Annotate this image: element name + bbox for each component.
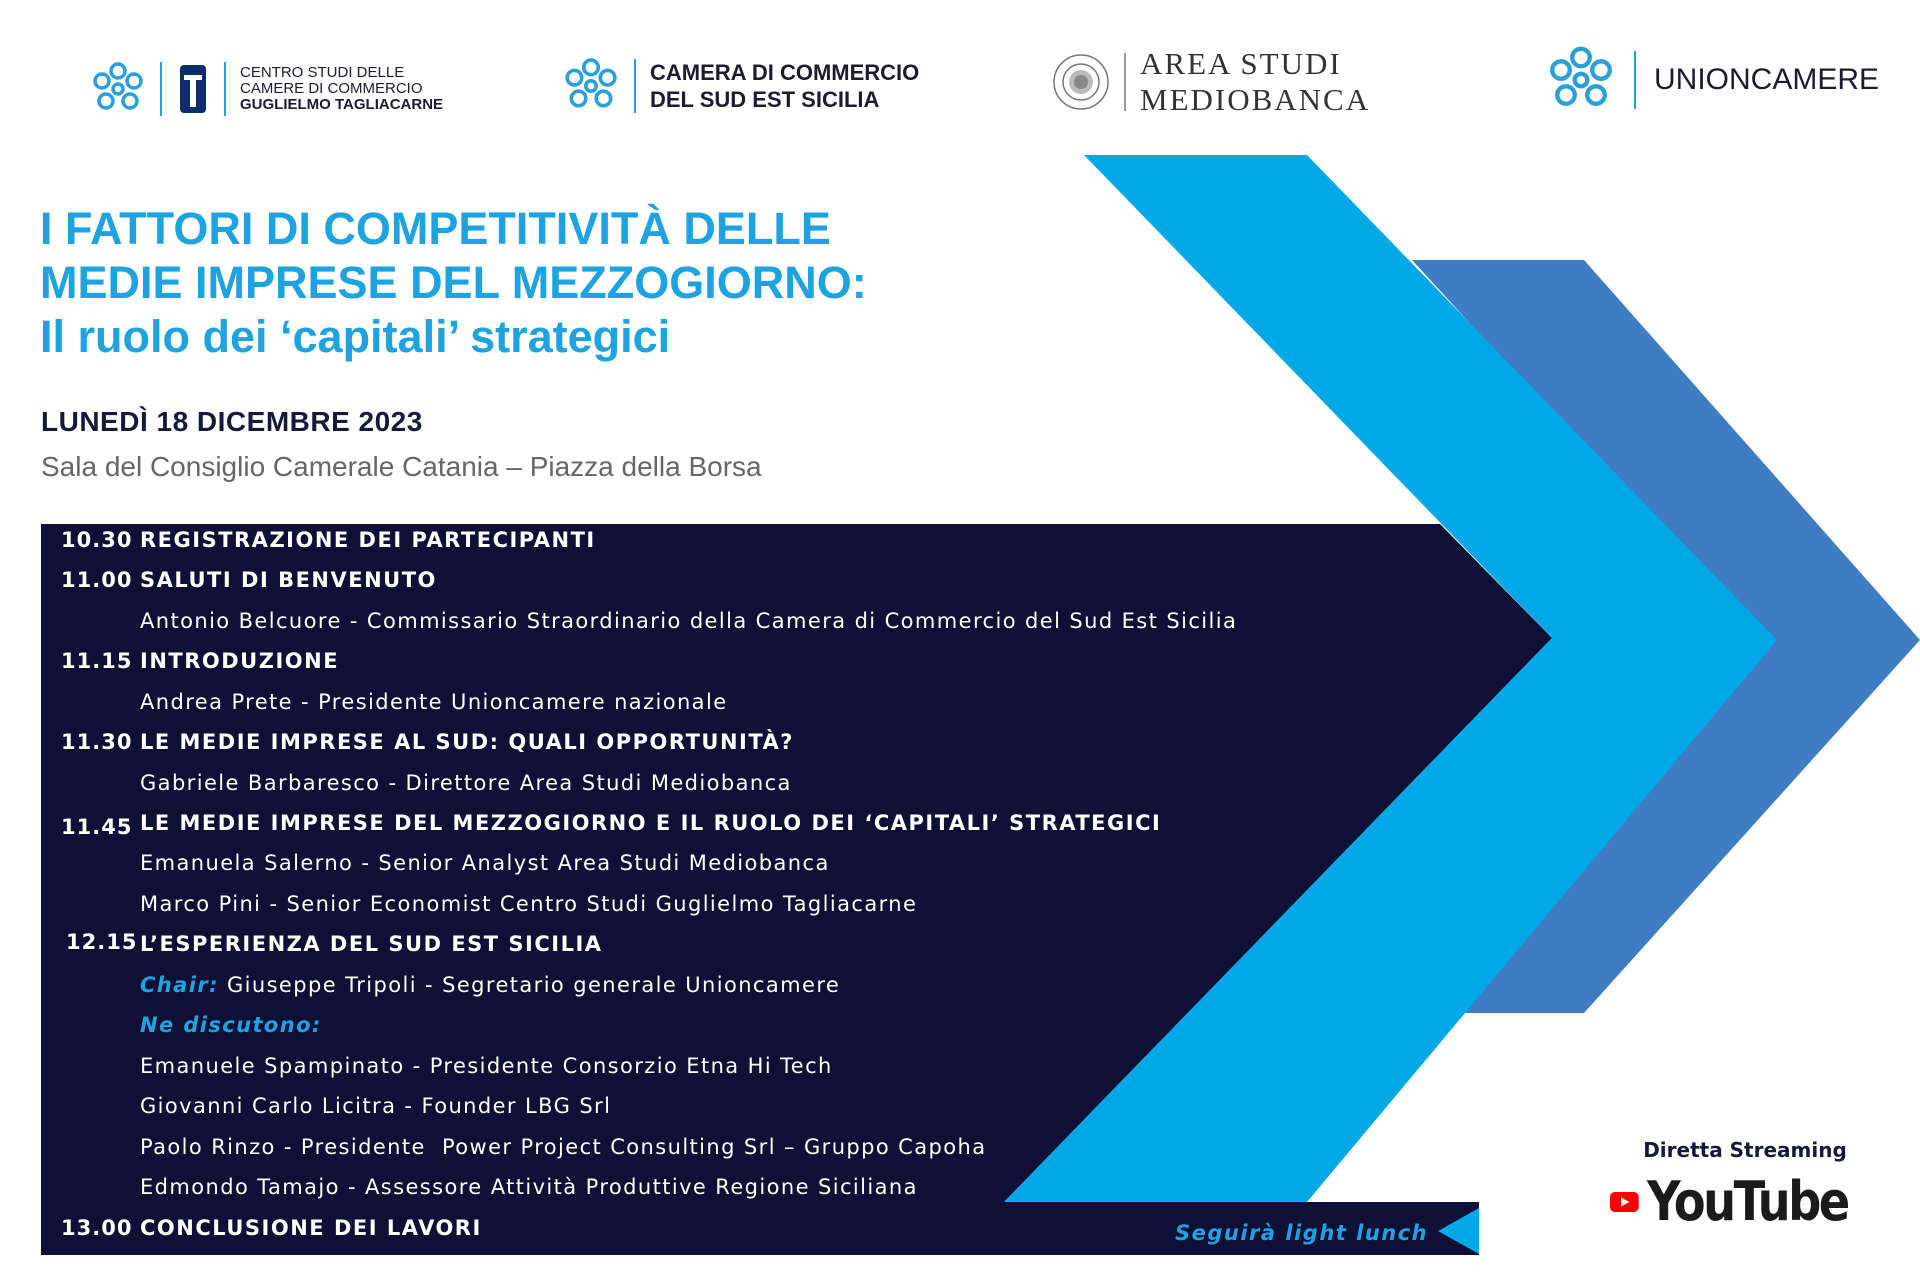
agenda-label: L’ESPERIENZA DEL SUD EST SICILIA bbox=[140, 932, 603, 956]
streaming-label: Diretta Streaming bbox=[1643, 1138, 1847, 1162]
logo-camera-line2: DEL SUD EST SICILIA bbox=[650, 87, 880, 112]
speaker-text: Antonio Belcuore - Commissario Straordinario della Camera di Commercio del Sud Est Sicilia bbox=[140, 609, 1238, 633]
logo-tagliacarne bbox=[90, 55, 443, 123]
youtube-play-icon bbox=[1610, 1174, 1639, 1230]
event-date: LUNEDÌ 18 DICEMBRE 2023 bbox=[41, 406, 423, 437]
speaker-text: Andrea Prete - Presidente Unioncamere nazionale bbox=[140, 690, 728, 714]
speaker-text: Paolo Rinzo - Presidente Power Project Consulting Srl – Gruppo Capoha bbox=[140, 1135, 987, 1159]
speaker-text: Emanuela Salerno - Senior Analyst Area Studi Mediobanca bbox=[140, 851, 830, 875]
agenda-label: LE MEDIE IMPRESE DEL MEZZOGIORNO E IL RUOLO DEI ‘CAPITALI’ STRATEGICI bbox=[140, 811, 1162, 835]
chair-line bbox=[140, 973, 840, 997]
logo-camera-line1: CAMERA DI COMMERCIO bbox=[650, 60, 920, 85]
youtube-wordmark: YouTube bbox=[1646, 1170, 1848, 1233]
logo-camera-commercio bbox=[562, 57, 919, 115]
title-line-1: I FATTORI DI COMPETITIVITÀ DELLE bbox=[40, 203, 831, 254]
agenda-label: CONCLUSIONE DEI LAVORI bbox=[140, 1216, 482, 1240]
logo-mediobanca bbox=[1052, 46, 1370, 118]
speaker-text: Emanuele Spampinato - Presidente Consorzio Etna Hi Tech bbox=[140, 1054, 833, 1078]
speaker-text: Gabriele Barbaresco - Direttore Area Studi Mediobanca bbox=[140, 771, 792, 795]
logo-tagliacarne-line3: GUGLIELMO TAGLIACARNE bbox=[240, 96, 444, 113]
logo-mediobanca-line1: AREA STUDI bbox=[1140, 46, 1342, 81]
logo-unioncamere bbox=[1546, 45, 1879, 115]
logo-tagliacarne-line1: CENTRO STUDI DELLE bbox=[240, 64, 405, 81]
logo-mediobanca-line2: MEDIOBANCA bbox=[1140, 82, 1371, 117]
event-venue: Sala del Consiglio Camerale Catania – Piazza della Borsa bbox=[41, 451, 762, 482]
mediobanca-seal-icon bbox=[1052, 53, 1110, 111]
tagliacarne-t-icon bbox=[176, 55, 210, 123]
speaker-text: Giovanni Carlo Licitra - Founder LBG Srl bbox=[140, 1094, 612, 1118]
agenda-time: 11.30 bbox=[61, 730, 133, 754]
agenda-label: REGISTRAZIONE DEI PARTECIPANTI bbox=[140, 528, 596, 552]
agenda-time: 11.00 bbox=[61, 568, 133, 592]
agenda-label: SALUTI DI BENVENUTO bbox=[140, 568, 437, 592]
unioncamere-flower-icon bbox=[90, 61, 146, 117]
agenda-time: 11.15 bbox=[61, 649, 133, 673]
discussants-label: Ne discutono: bbox=[140, 1013, 322, 1037]
agenda-label: INTRODUZIONE bbox=[140, 649, 340, 673]
logo-tagliacarne-line2: CAMERE DI COMMERCIO bbox=[240, 80, 423, 97]
light-lunch-note: Seguirà light lunch bbox=[1175, 1221, 1429, 1245]
speaker-text: Edmondo Tamajo - Assessore Attività Produttive Regione Siciliana bbox=[140, 1175, 918, 1199]
streaming-block[interactable] bbox=[1610, 1138, 1880, 1233]
unioncamere-flower-icon bbox=[562, 57, 620, 115]
unioncamere-flower-icon bbox=[1546, 45, 1616, 115]
speaker-text: Giuseppe Tripoli - Segretario generale Unioncamere bbox=[226, 973, 841, 997]
agenda-label: LE MEDIE IMPRESE AL SUD: QUALI OPPORTUNITÀ? bbox=[140, 730, 794, 754]
chair-label: Chair: bbox=[140, 973, 219, 997]
youtube-logo[interactable] bbox=[1610, 1170, 1880, 1233]
agenda-time: 13.00 bbox=[61, 1216, 133, 1240]
speaker-text: Marco Pini - Senior Economist Centro Studi Guglielmo Tagliacarne bbox=[140, 892, 918, 916]
title-line-2: MEDIE IMPRESE DEL MEZZOGIORNO: bbox=[40, 257, 867, 308]
agenda-time: 12.15 bbox=[66, 930, 138, 954]
agenda-time: 11.45 bbox=[61, 815, 133, 839]
title-line-3: Il ruolo dei ‘capitali’ strategici bbox=[40, 311, 671, 362]
logo-unioncamere-text: UNIONCAMERE bbox=[1654, 63, 1880, 96]
agenda-time: 10.30 bbox=[61, 528, 133, 552]
page-title bbox=[40, 202, 867, 364]
